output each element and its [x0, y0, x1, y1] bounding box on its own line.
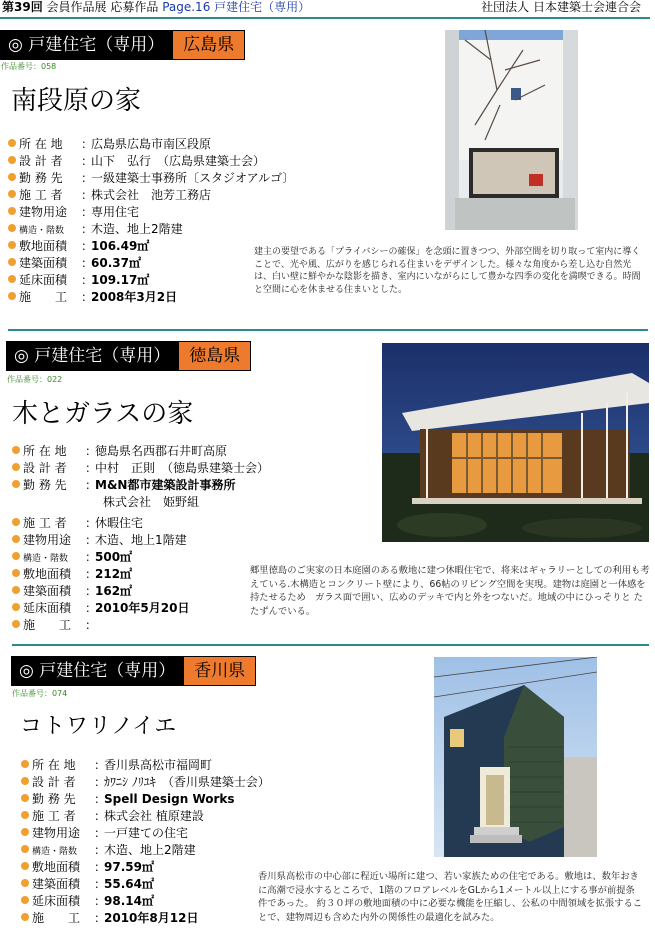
- work-1-completion: 2008年3月2日: [91, 290, 178, 304]
- work-1-building-area: 60.37㎡: [91, 256, 141, 270]
- work-2-location: 徳島県名西郡石井町高原: [95, 444, 228, 458]
- bullet-icon: [21, 760, 29, 768]
- header-category: 戸建住宅（専用）: [214, 0, 311, 14]
- work-3-floor-area: 98.14㎡: [104, 894, 154, 908]
- work-1-site-area: 106.49㎡: [91, 239, 150, 253]
- bullet-icon: [8, 241, 16, 249]
- work-2-builder: 休暇住宅: [95, 516, 144, 530]
- work-3-description: 香川県高松市の中心部に程近い場所に建つ、若い家族ための住宅である。敷地は、数年おきに高潮で浸水するところで、1階のフロアレベルをGLから1メートル以上にする事が前提条件であった。 約３０坪の敷地面積の中に必要な機能を圧縮し、公私の中間領域を拡張することで、建物周辺も含めた内外の関係性の最適化を試みた。: [258, 871, 643, 923]
- work-1-builder: 株式会社 池芳工務店: [91, 188, 212, 202]
- bullet-icon: [12, 446, 20, 454]
- bullet-icon: [12, 463, 20, 471]
- bullet-icon: [21, 794, 29, 802]
- work-1-description: 建主の要望である「プライバシーの確保」を念頭に置きつつ、外部空間を切り取って室内に導くことで、光や風、広がりを感じられる住まいをデザインした。様々な角度から差し込む自然光は、白い壁に鮮やかな陰影を描き、室内にいながらにして豊かな四季の変化を満喫できる。時間と空間に心を休ませる住まいとした。: [254, 247, 641, 295]
- work-2-office-line-2: 株式会社 姫野組: [103, 495, 200, 509]
- bullet-icon: [12, 586, 20, 594]
- bullet-icon: [8, 190, 16, 198]
- work-3-category: ◎ 戸建住宅（専用）: [11, 656, 183, 686]
- work-2-office: M&N都市建築設計事務所: [95, 478, 236, 492]
- bullet-icon: [8, 156, 16, 164]
- work-3-building-area: 55.64㎡: [104, 877, 154, 891]
- divider: [0, 17, 650, 19]
- work-2-site-area: 212㎡: [95, 567, 133, 581]
- bullet-icon: [12, 569, 20, 577]
- bullet-icon: [12, 552, 20, 560]
- bullet-icon: [8, 275, 16, 283]
- work-2-use: 木造、地上1階建: [95, 533, 187, 547]
- bullet-icon: [12, 603, 20, 611]
- work-3-structure: 木造、地上2階建: [104, 843, 196, 857]
- bullet-icon: [8, 173, 16, 181]
- work-2-photo: [382, 343, 649, 542]
- work-1-office: 一級建築士事務所〔スタジオアルゴ〕: [91, 171, 295, 185]
- work-3-header: [11, 656, 256, 686]
- work-3-office: Spell Design Works: [104, 792, 235, 806]
- work-1-structure: 木造、地上2階建: [91, 222, 183, 236]
- work-1-header: [0, 30, 245, 60]
- work-3-use: 一戸建ての住宅: [104, 826, 189, 840]
- work-1-designer: 山下 弘行 （広島県建築士会）: [91, 154, 266, 168]
- work-2-header: [6, 341, 251, 371]
- bullet-icon: [8, 139, 16, 147]
- bullet-icon: [8, 207, 16, 215]
- work-2-description: 郷里徳島のご実家の日本庭園のある敷地に建つ休暇住宅で、将来はギャラリーとしての利用も考えている.木構造とコンクリート壁により、66帖のリビング空間を実現。建物は庭園と一体感を持たせるため ガラス面で囲い、広めのデッキで内と外をつないだ。地域の中にひっそりと たたずんでいる。: [250, 565, 650, 617]
- work-1-prefecture: 広島県: [172, 30, 245, 60]
- bullet-icon: [8, 292, 16, 300]
- bullet-icon: [12, 535, 20, 543]
- work-2-info: 所 在 地 ： 徳島県名西郡石井町高原 設 計 者 ： 中村 正則 （徳島県建築士会） 勤 務 先 ： M&N都市建築設計事務所 株式会社 姫野組 施 工 者 ： 休暇住宅 建物用途 ： 木造、地上1階建 構造・階数 ： 500㎡ 敷地面積 ： 212㎡ 建築面積 ： 162㎡ 延床面積 ： 2010年5月20日 施 工 ：: [12, 443, 269, 634]
- bullet-icon: [21, 777, 29, 785]
- work-3-location: 香川県高松市福岡町: [104, 758, 213, 772]
- work-3-site-area: 97.59㎡: [104, 860, 154, 874]
- work-1-title: 南段原の家: [11, 86, 142, 116]
- page-header-left: [2, 0, 310, 14]
- work-2-title: 木とガラスの家: [12, 399, 194, 429]
- exhibition: 会員作品展 応募作品: [46, 0, 159, 14]
- work-2-designer: 中村 正則 （徳島県建築士会）: [95, 461, 270, 475]
- work-2-building-area: 162㎡: [95, 584, 133, 598]
- work-2-number: 作品番号：022: [7, 375, 63, 384]
- bullet-icon: [21, 828, 29, 836]
- work-3-builder: 株式会社 植原建設: [104, 809, 204, 823]
- work-1-photo: [445, 30, 578, 230]
- bullet-icon: [21, 913, 29, 921]
- work-3-prefecture: 香川県: [183, 656, 256, 686]
- bullet-icon: [21, 845, 29, 853]
- page-number: Page.16: [162, 0, 211, 14]
- work-2-structure: 500㎡: [95, 550, 133, 564]
- work-3-designer: ｶﾜﾆｼ ﾉﾘﾕｷ （香川県建築士会）: [104, 775, 270, 789]
- work-1-info: 所 在 地 ： 広島県広島市南区段原 設 計 者 ： 山下 弘行 （広島県建築士会） 勤 務 先 ： 一級建築士事務所〔スタジオアルゴ〕 施 工 者 ： 株式会社 池芳工務店 建物用途 ： 専用住宅 構造・階数 ： 木造、地上2階建 敷地面積 ： 106.49㎡ 建築面積 ： 60.37㎡ 延床面積 ： 109.17㎡ 施 工 ： 2008年3月2日: [8, 136, 294, 306]
- bullet-icon: [12, 518, 20, 526]
- work-2-category: ◎ 戸建住宅（専用）: [6, 341, 178, 371]
- bullet-icon: [8, 224, 16, 232]
- divider: [12, 644, 649, 646]
- bullet-icon: [12, 620, 20, 628]
- bullet-icon: [21, 896, 29, 904]
- work-3-photo: [434, 657, 597, 857]
- work-2-prefecture: 徳島県: [178, 341, 251, 371]
- bullet-icon: [21, 879, 29, 887]
- work-3-number: 作品番号：074: [12, 689, 68, 698]
- edition: 第39回: [2, 0, 43, 14]
- bullet-icon: [21, 862, 29, 870]
- divider: [8, 329, 648, 331]
- work-3-info: 所 在 地 ： 香川県高松市福岡町 設 計 者 ： ｶﾜﾆｼ ﾉﾘﾕｷ （香川県建築士会） 勤 務 先 ： Spell Design Works 施 工 者 ： 株式会社 植原建設 建物用途 ： 一戸建ての住宅 構造・階数 ： 木造、地上2階建 敷地面積 ： 97.59㎡ 建築面積 ： 55.64㎡ 延床面積 ： 98.14㎡ 施 工 ： 2010年8月12日: [21, 757, 270, 927]
- work-1-use: 専用住宅: [91, 205, 140, 219]
- bullet-icon: [21, 811, 29, 819]
- work-1-location: 広島県広島市南区段原: [91, 137, 212, 151]
- work-3-completion: 2010年8月12日: [104, 911, 199, 925]
- work-2-floor-area: 2010年5月20日: [95, 601, 190, 615]
- work-3-title: コトワリノイエ: [20, 714, 178, 739]
- bullet-icon: [8, 258, 16, 266]
- bullet-icon: [12, 480, 20, 488]
- work-1-number: 作品番号：058: [1, 62, 57, 71]
- work-1-category: ◎ 戸建住宅（専用）: [0, 30, 172, 60]
- work-1-floor-area: 109.17㎡: [91, 273, 150, 287]
- organization: 社団法人 日本建築士会連合会: [481, 0, 641, 14]
